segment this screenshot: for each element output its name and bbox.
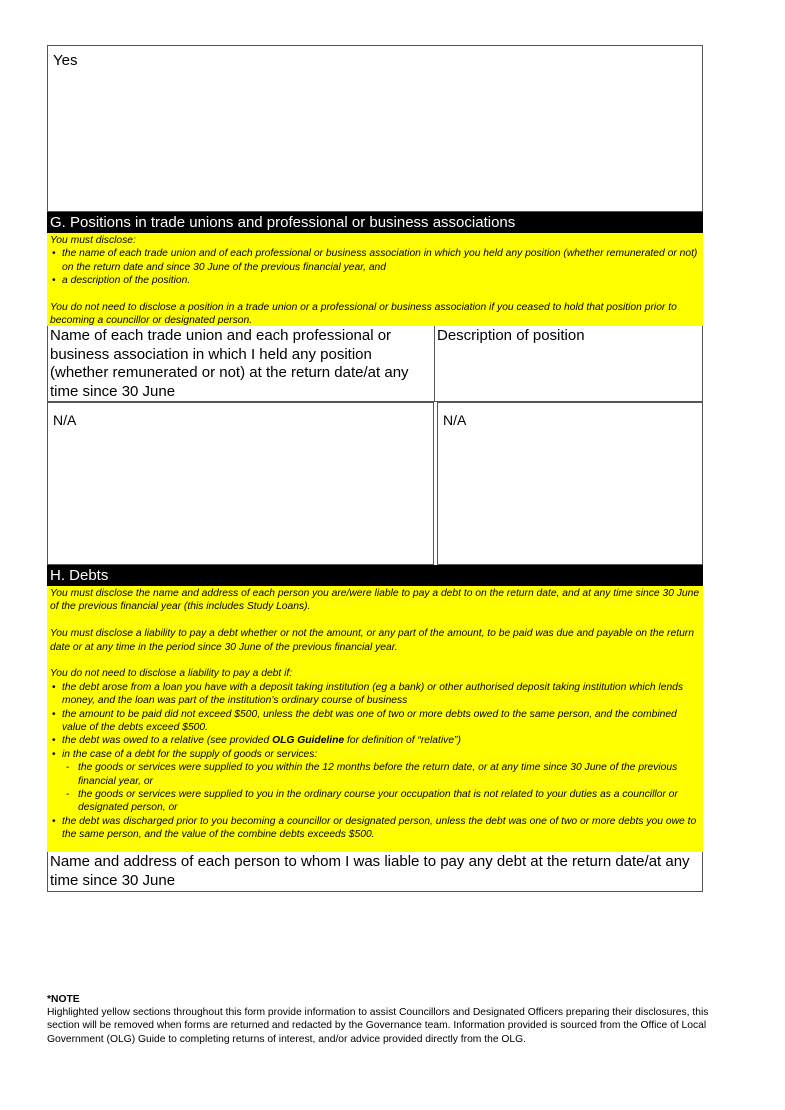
section-h-sub-bullet: - the goods or services were supplied to you within the 12 months before the return date, or at any time since 30 June of the previous financial year, or bbox=[50, 761, 700, 788]
section-h-sub-bullet: - the goods or services were supplied to you in the ordinary course your occupation that is not related to your duties as a councillor or designated person, or bbox=[50, 788, 700, 815]
footer-note bbox=[47, 993, 727, 1046]
section-h-bullet: • the amount to be paid did not exceed $500, unless the debt was one of two or more debts owed to the same person, and the combined value of the debts exceed $500. bbox=[50, 708, 700, 735]
section-g-bullet: • a description of the position. bbox=[50, 274, 700, 287]
union-name-header: Name of each trade union and each professional or business association in which I held any position (whether remunerated or not) at the return date/at any time since 30 June bbox=[48, 326, 435, 401]
union-name-value: N/A bbox=[53, 412, 77, 428]
disclosure-form bbox=[47, 45, 703, 892]
section-h-title: H. Debts bbox=[47, 565, 703, 586]
debt-creditor-header: Name and address of each person to whom I was liable to pay any debt at the return date/at any time since 30 June bbox=[47, 852, 703, 892]
section-h-bullet: • the debt was discharged prior to you becoming a councillor or designated person, unless the debt was one of two or more debts you owe to the same person, and the value of the combine debts exceeds $500. bbox=[50, 815, 700, 842]
section-g-column-headers bbox=[47, 326, 703, 402]
bullet-text: for definition of “relative”) bbox=[344, 735, 461, 747]
position-description-header: Description of position bbox=[437, 327, 585, 344]
section-h-guidance bbox=[47, 586, 703, 852]
section-g-intro: You must disclose: bbox=[50, 235, 136, 246]
position-description-value: N/A bbox=[443, 412, 467, 428]
section-g-title: G. Positions in trade unions and professional or business associations bbox=[47, 212, 703, 233]
bullet-text: the debt was owed to a relative (see provided bbox=[62, 735, 273, 747]
section-h-bullet: • in the case of a debt for the supply of goods or services: bbox=[50, 748, 700, 761]
note-text: Highlighted yellow sections throughout this form provide information to assist Councillors and Designated Officers preparing their disclosures, this section will be removed when forms are returned and redacted by the Governance team. Information provided is sourced from the Office of Local Government (OLG) Guide to completing returns of interest, and/or advice provided directly from the OLG. bbox=[47, 1007, 709, 1045]
section-g-guidance bbox=[47, 233, 703, 326]
olg-guideline-reference: OLG Guideline bbox=[272, 735, 345, 747]
position-description-field[interactable] bbox=[437, 402, 703, 565]
section-h-para: You must disclose a liability to pay a debt whether or not the amount, or any part of the amount, to be paid was due and payable on the return date or at any time in the period since 30 June of the previous financial year. bbox=[50, 628, 694, 653]
previous-answer-value: Yes bbox=[53, 52, 78, 69]
section-h-para: You must disclose the name and address of each person you are/were liable to pay a debt to on the return date, and at any time since 30 June of the previous financial year (this includes Study Loans). bbox=[50, 588, 700, 613]
section-h-bullet bbox=[50, 734, 700, 747]
previous-answer-box[interactable] bbox=[47, 45, 703, 212]
section-h-para: You do not need to disclose a liability to pay a debt if: bbox=[50, 668, 293, 680]
section-g-exclusion: You do not need to disclose a position in a trade union or a professional or business association if you ceased to hold that position prior to becoming a councillor or designated person. bbox=[50, 302, 677, 327]
section-g-bullet: • the name of each trade union and of each professional or business association in which you held any position (whether remunerated or not) on the return date and since 30 June of the previous financial year, and bbox=[50, 247, 700, 274]
union-name-field[interactable] bbox=[47, 402, 434, 565]
section-g-entry-row bbox=[47, 402, 703, 565]
note-title: *NOTE bbox=[47, 994, 80, 1005]
section-h-bullet: • the debt arose from a loan you have with a deposit taking institution (eg a bank) or other authorised deposit taking institution which lends money, and the loan was part of the institution’s ordinary course of business bbox=[50, 681, 700, 708]
